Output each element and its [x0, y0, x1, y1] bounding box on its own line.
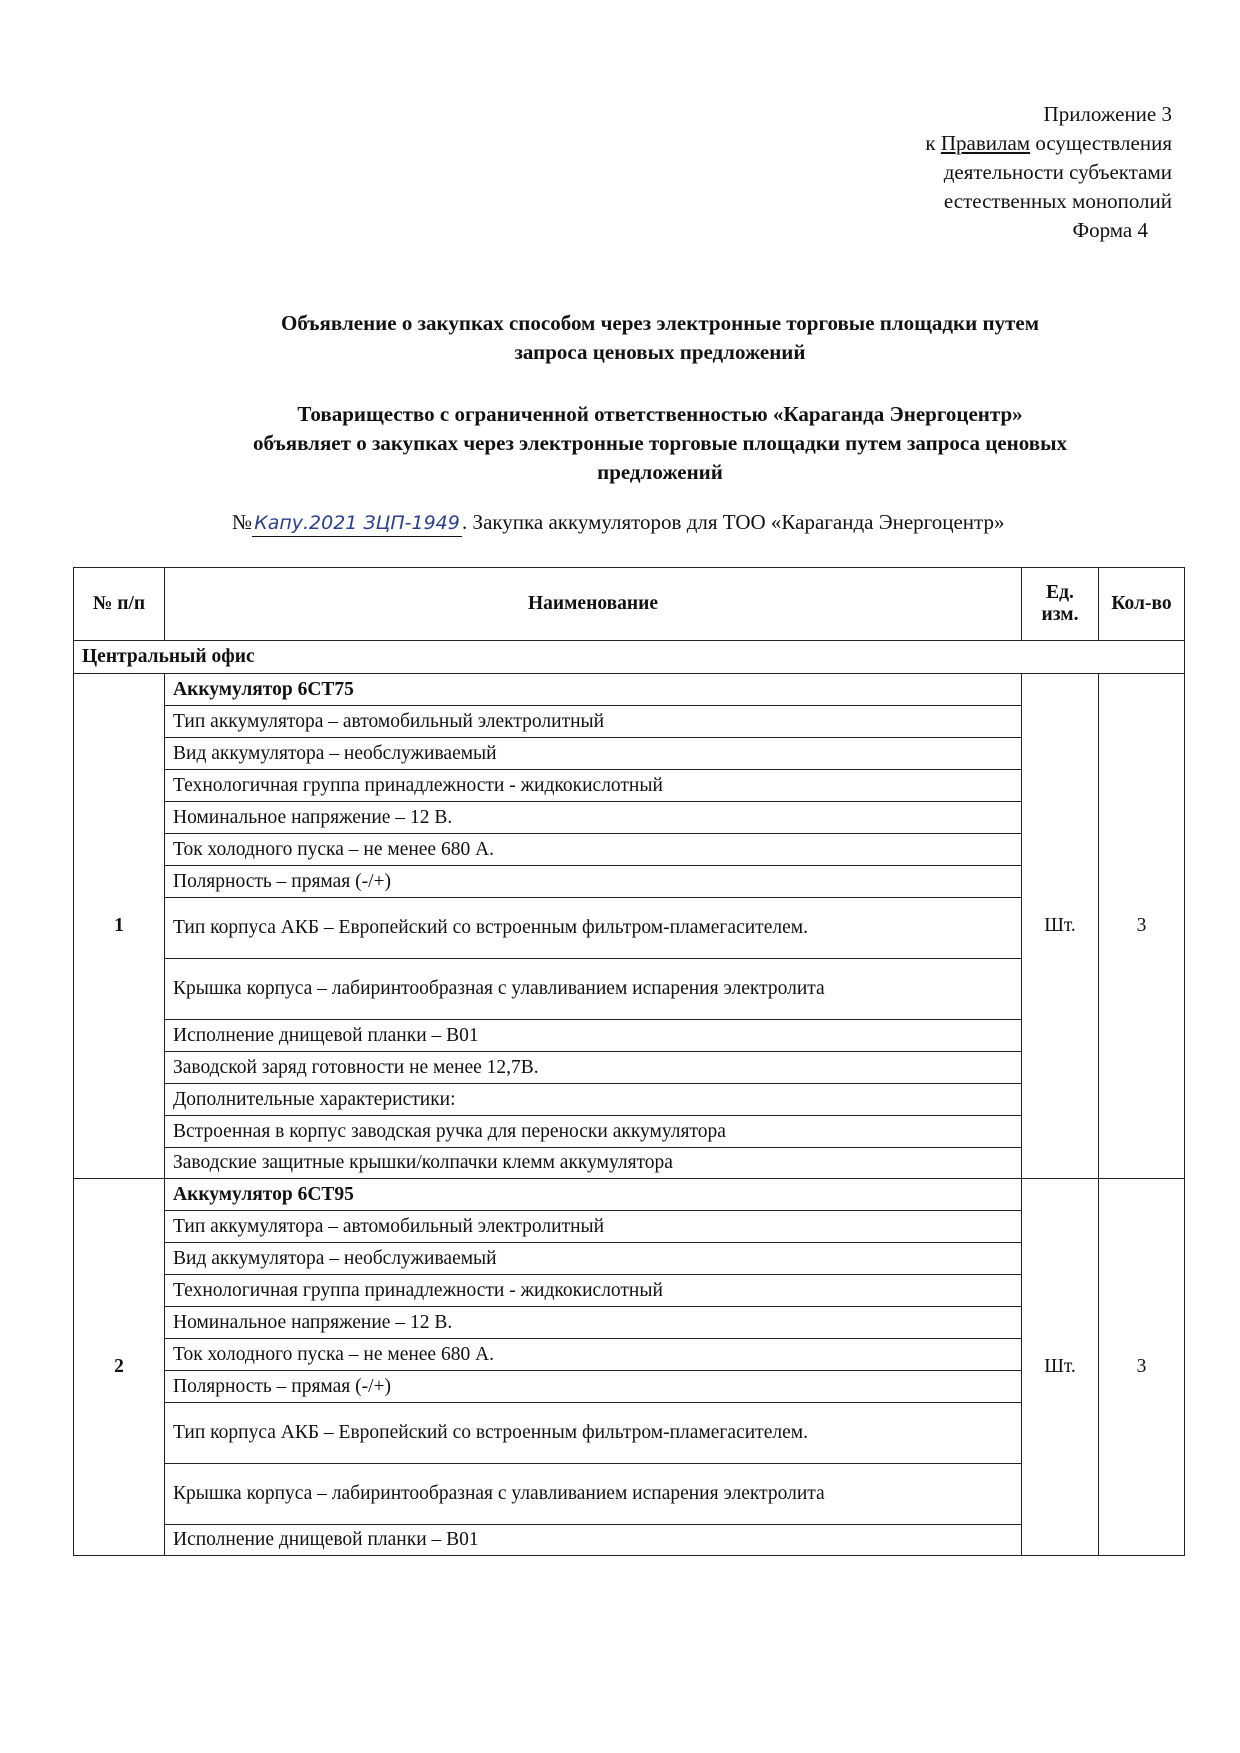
item-spec: Полярность – прямая (-/+)	[165, 866, 1022, 898]
item-spec: Полярность – прямая (-/+)	[165, 1371, 1022, 1403]
spec-row	[74, 1211, 1185, 1243]
annex-line: естественных монополий	[943, 189, 1172, 213]
subtitle-line: объявляет о закупках через электронные торговые площадки путем запроса ценовых	[253, 431, 1067, 455]
spec-row	[74, 1148, 1185, 1179]
title-line: запроса ценовых предложений	[514, 340, 806, 364]
spec-row	[74, 1243, 1185, 1275]
item-spec: Заводские защитные крышки/колпачки клемм аккумулятора	[165, 1148, 1022, 1179]
subtitle-line: предложений	[597, 460, 723, 484]
item-quantity: 3	[1099, 674, 1185, 1179]
item-unit: Шт.	[1022, 674, 1099, 1179]
header-num: № п/п	[74, 568, 165, 641]
document-title	[140, 309, 1180, 367]
item-spec: Тип аккумулятора – автомобильный электролитный	[165, 706, 1022, 738]
form-number: Форма 4	[1072, 218, 1148, 242]
item-quantity: 3	[1099, 1179, 1185, 1556]
item-spec: Ток холодного пуска – не менее 680 А.	[165, 1339, 1022, 1371]
item-number: 1	[74, 674, 165, 1179]
spec-row	[74, 1116, 1185, 1148]
item-spec: Тип корпуса АКБ – Европейский со встроенным фильтром-пламегасителем.	[165, 898, 1022, 959]
annex-prefix: к	[925, 131, 941, 155]
annex-line: деятельности субъектами	[943, 160, 1172, 184]
item-spec: Ток холодного пуска – не менее 680 А.	[165, 834, 1022, 866]
header-unit: Ед. изм.	[1022, 568, 1099, 641]
spec-row	[74, 959, 1185, 1020]
spec-row	[74, 1371, 1185, 1403]
number-sign: №	[232, 510, 253, 534]
annex-block	[752, 100, 1172, 245]
annex-suffix: осуществления	[1030, 131, 1172, 155]
table-header-row	[74, 568, 1185, 641]
spec-row	[74, 1403, 1185, 1464]
header-qty: Кол-во	[1099, 568, 1185, 641]
item-spec: Технологичная группа принадлежности - жидкокислотный	[165, 1275, 1022, 1307]
spec-row	[74, 802, 1185, 834]
section-row	[74, 641, 1185, 674]
annex-line	[752, 129, 1172, 158]
item-row	[74, 674, 1185, 706]
purchase-text: . Закупка аккумуляторов для ТОО «Караганда Энергоцентр»	[462, 510, 1005, 534]
spec-row	[74, 898, 1185, 959]
item-spec: Встроенная в корпус заводская ручка для переноски аккумулятора	[165, 1116, 1022, 1148]
spec-row	[74, 1275, 1185, 1307]
purchase-line	[232, 508, 1004, 537]
spec-row	[74, 866, 1185, 898]
item-name: Аккумулятор 6СТ95	[165, 1179, 1022, 1211]
annex-line: Приложение 3	[1043, 102, 1172, 126]
item-spec: Вид аккумулятора – необслуживаемый	[165, 738, 1022, 770]
spec-row	[74, 770, 1185, 802]
items-table	[73, 567, 1185, 1556]
item-spec: Крышка корпуса – лабиринтообразная с улавливанием испарения электролита	[165, 1464, 1022, 1525]
rules-link[interactable]: Правилам	[940, 131, 1031, 155]
spec-row	[74, 1020, 1185, 1052]
handwritten-number: Капу.2021 ЗЦП-1949	[252, 510, 462, 537]
item-unit: Шт.	[1022, 1179, 1099, 1556]
item-spec: Исполнение днищевой планки – B01	[165, 1525, 1022, 1556]
item-spec: Тип аккумулятора – автомобильный электролитный	[165, 1211, 1022, 1243]
item-spec: Номинальное напряжение – 12 В.	[165, 1307, 1022, 1339]
spec-row	[74, 1464, 1185, 1525]
item-spec: Технологичная группа принадлежности - жидкокислотный	[165, 770, 1022, 802]
item-spec: Заводской заряд готовности не менее 12,7В.	[165, 1052, 1022, 1084]
subtitle-line: Товарищество с ограниченной ответственностью «Караганда Энергоцентр»	[297, 402, 1023, 426]
spec-row	[74, 1525, 1185, 1556]
spec-row	[74, 706, 1185, 738]
spec-row	[74, 834, 1185, 866]
item-spec: Вид аккумулятора – необслуживаемый	[165, 1243, 1022, 1275]
item-spec: Номинальное напряжение – 12 В.	[165, 802, 1022, 834]
spec-row	[74, 738, 1185, 770]
item-spec: Дополнительные характеристики:	[165, 1084, 1022, 1116]
spec-row	[74, 1339, 1185, 1371]
item-spec: Крышка корпуса – лабиринтообразная с улавливанием испарения электролита	[165, 959, 1022, 1020]
title-line: Объявление о закупках способом через электронные торговые площадки путем	[281, 311, 1039, 335]
item-row	[74, 1179, 1185, 1211]
document-subtitle	[140, 400, 1180, 487]
item-spec: Тип корпуса АКБ – Европейский со встроенным фильтром-пламегасителем.	[165, 1403, 1022, 1464]
spec-row	[74, 1052, 1185, 1084]
item-number: 2	[74, 1179, 165, 1556]
section-label: Центральный офис	[74, 641, 1185, 674]
header-name: Наименование	[165, 568, 1022, 641]
item-spec: Исполнение днищевой планки – B01	[165, 1020, 1022, 1052]
item-name: Аккумулятор 6СТ75	[165, 674, 1022, 706]
spec-row	[74, 1307, 1185, 1339]
spec-row	[74, 1084, 1185, 1116]
